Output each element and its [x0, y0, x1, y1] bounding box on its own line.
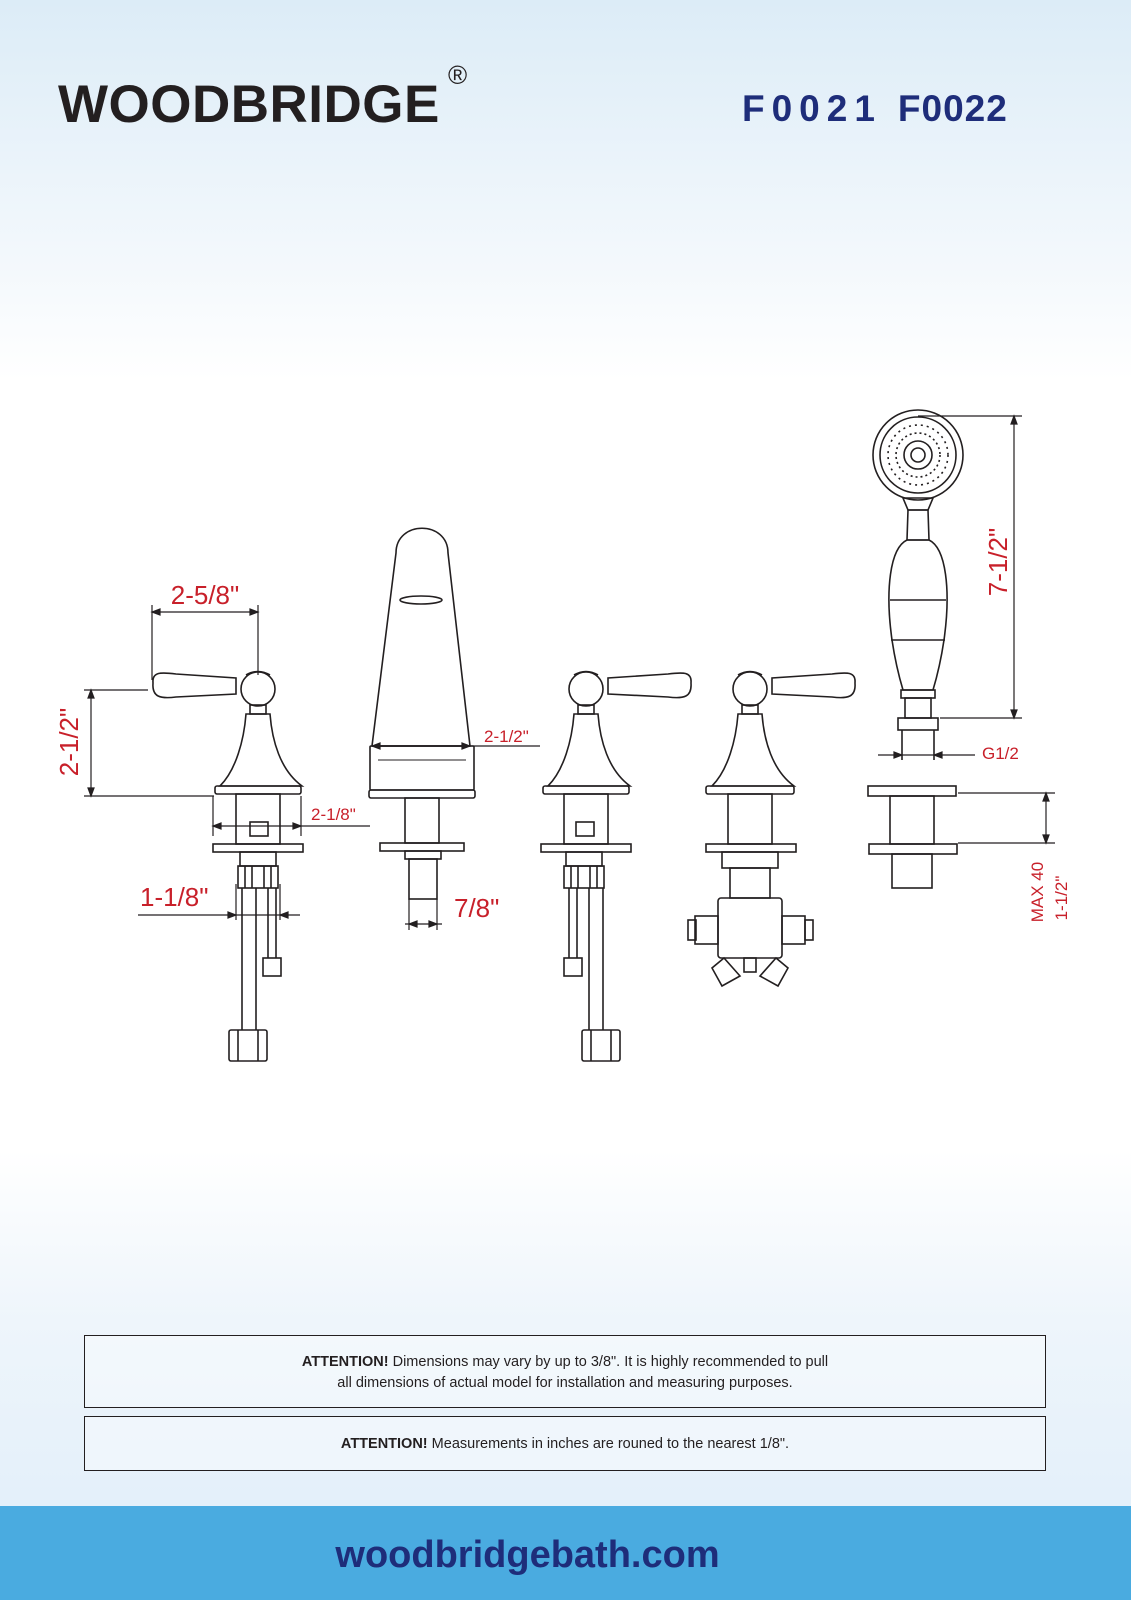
- dim-valve-base: 2-1/8": [311, 805, 356, 824]
- dim-handle-span: 2-5/8": [170, 580, 240, 610]
- diverter-valve: [688, 672, 855, 987]
- left-valve: [153, 672, 303, 1062]
- dim-valve-shank: 1-1/8": [140, 882, 209, 912]
- model-number-1: F0021: [742, 88, 882, 129]
- footer-bar: [0, 1506, 1131, 1600]
- middle-valve: [541, 672, 691, 1062]
- brand-logo: WOODBRIDGE: [58, 75, 440, 134]
- hand-shower: [868, 410, 963, 888]
- dim-spout-base: 2-1/2": [484, 727, 529, 746]
- dim-deck-inch: 1-1/2": [1052, 875, 1071, 921]
- model-number-2: F0022: [897, 88, 1008, 129]
- notice-2-text: Measurements in inches are rouned to the nearest 1/8".: [431, 1436, 790, 1452]
- notice-1-label: ATTENTION!: [301, 1354, 389, 1370]
- dim-deck-max: MAX 40: [1028, 861, 1047, 923]
- dim-handle-height: 2-1/2": [54, 707, 84, 777]
- spout: [369, 528, 475, 899]
- attention-notice-1: [84, 1335, 1046, 1408]
- dimension-lines: [84, 416, 1055, 930]
- website-link[interactable]: woodbridgebath.com: [335, 1534, 720, 1576]
- registered-mark: ®: [448, 60, 468, 90]
- notice-2-label: ATTENTION!: [340, 1436, 428, 1452]
- dim-spout-shank: 7/8": [454, 893, 500, 923]
- dim-hose-thread: G1/2: [982, 744, 1019, 763]
- notice-1-line-1: Dimensions may vary by up to 3/8". It is highly recommended to pull: [392, 1354, 829, 1370]
- dim-handshower-height: 7-1/2": [983, 527, 1013, 597]
- notice-1-line-2: all dimensions of actual model for installation and measuring purposes.: [337, 1375, 793, 1391]
- attention-notice-2: [84, 1416, 1046, 1471]
